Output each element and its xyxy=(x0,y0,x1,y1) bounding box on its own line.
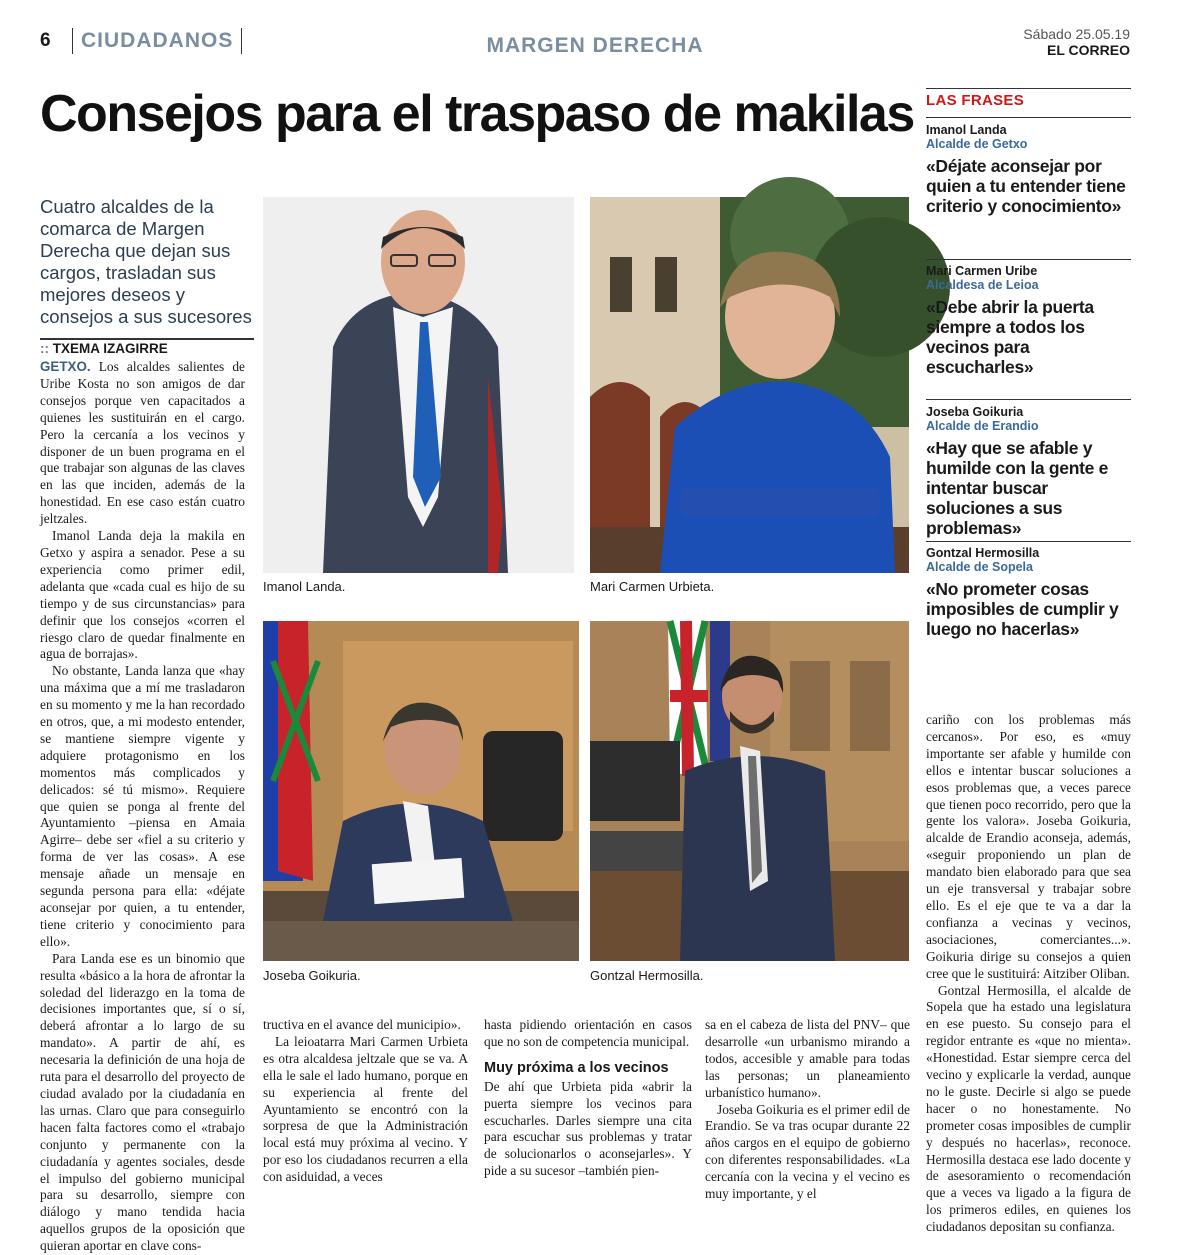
subheadline: Cuatro alcaldes de la comarca de Margen Derecha que dejan sus cargos, trasladan sus mejores deseos y consejos a sus sucesores xyxy=(40,196,252,327)
article-column-2 xyxy=(263,1017,468,1193)
quote-name: Joseba Goikuria xyxy=(926,405,1024,419)
col1-paragraph-3: No obstante, Landa lanza que «hay una máxima que a mí me trasladaron en su momento y me la han recordado en otros, que, a mi modesto entender, se mantiene siempre vigente y adquiere protagonismo en los momentos más complicados y delicados: sé tú mismo». Requiere que quien se ponga al frente del Ayuntamiento –piensa en Amaia Agirre– debe ser «fiel a su criterio y forma de ver las cosas». A ese mensaje añade un mensaje en segunda persona para ella: «déjate aconsejar por quien, a tu entender, tiene criterio y conocimiento para ello». xyxy=(40,663,245,949)
article-column-1 xyxy=(40,359,245,1254)
quote-block-4 xyxy=(926,546,1131,639)
dateline: GETXO. xyxy=(40,359,91,374)
article-column-3 xyxy=(484,1017,692,1193)
col5-paragraph-1: cariño con los problemas más cercanos». Por eso, es «muy importante ser afable y humilde con ellos e intentar buscar soluciones a esos problemas que, a veces parece que tienen poco recorrido, pero que la gente los valora». Joseba Goikuria, alcalde de Erandio aconseja, además, «seguir proponiendo un plan de mandato bien elaborado para que sea un eje transversal y trabajar sobre ello. Es el eje que te va a dar la confianza a vecinas y vecinos, asociaciones, comerciantes...». Goikuria dirige su consejos a quien cree que le sustituirá: Aitziber Oliban. xyxy=(926,712,1131,981)
frases-divider xyxy=(926,541,1131,542)
col2-paragraph-2: La leioatarra Mari Carmen Urbieta es otra alcaldesa jeltzale que se va. A ella le sale el lado humano, porque en su experiencia al frente del Ayuntamiento se encontró con la sorpresa de que la Administración local está muy próxima al vecino. Y por eso los ciudadanos recurren a ella con asiduidad, a veces xyxy=(263,1033,468,1185)
frases-title: LAS FRASES xyxy=(926,92,1025,109)
section-label: CIUDADANOS xyxy=(72,28,242,54)
col3-paragraph-1: hasta pidiendo orientación en casos que no son de competencia municipal. xyxy=(484,1017,692,1049)
col1-paragraph-2: Imanol Landa deja la makila en Getxo y aspira a senador. Pese a su experiencia como primer edil, adelanta que «cada cual es hijo de su tiempo y de sus circunstancias» para definir que los consejos «corren el riesgo claro de quedar finalmente en agua de borrajas». xyxy=(40,528,245,662)
col2-paragraph-1: tructiva en el avance del municipio». xyxy=(263,1017,461,1032)
subsection-label: MARGEN DERECHA xyxy=(486,34,704,57)
quote-name: Imanol Landa xyxy=(926,123,1007,137)
col4-paragraph-1: sa en el cabeza de lista del PNV– que desarrolle «un urbanismo mirando a todos, accesible y amable para todas las personas; un planeamiento urbanístico humano». xyxy=(705,1017,910,1100)
byline-marker: :: xyxy=(40,341,49,356)
article-column-4 xyxy=(705,1017,910,1202)
issue-date: Sábado 25.05.19 xyxy=(1023,26,1130,42)
photo-imanol-landa xyxy=(263,197,574,573)
quote-block-3 xyxy=(926,405,1131,538)
quote-block-2 xyxy=(926,264,1131,377)
caption-mari-carmen-urbieta: Mari Carmen Urbieta. xyxy=(590,579,715,594)
frases-divider xyxy=(926,259,1131,260)
article-column-5 xyxy=(926,712,1131,1235)
quote-name: Mari Carmen Uribe xyxy=(926,264,1038,278)
frases-divider xyxy=(926,399,1131,400)
byline-author: TXEMA IZAGIRRE xyxy=(52,341,168,356)
quote-text: «Hay que se afable y humilde con la gente e intentar buscar soluciones a sus problemas» xyxy=(926,438,1109,538)
frases-top-rule xyxy=(926,88,1131,89)
col3-subtitle: Muy próxima a los vecinos xyxy=(484,1059,669,1076)
page-number: 6 xyxy=(40,30,51,51)
col1-paragraph-1: Los alcaldes salientes de Uribe Kosta no son amigos de dar consejos porque ven capacitados a quienes les sustituirán en el cargo. Pero la cercanía a los vecinos y disponer de un buen programa en el que trabajar son algunas de las claves en las que inciden, además de la honestidad. En ese caso están cuatro jeltzales. xyxy=(40,359,245,527)
quote-role: Alcalde de Erandio xyxy=(926,419,1039,433)
quote-block-1 xyxy=(926,123,1131,216)
photo-joseba-goikuria xyxy=(263,621,579,961)
quote-role: Alcalde de Sopela xyxy=(926,560,1033,574)
col3-paragraph-2: De ahí que Urbieta pida «abrir la puerta siempre los vecinos para escucharles. Darles siempre una cita para escuchar sus problemas y tratar de solucionarlos o aconsejarles». Y pide a su sucesor –también pien- xyxy=(484,1078,692,1179)
caption-imanol-landa: Imanol Landa. xyxy=(263,579,346,594)
col5-paragraph-2: Gontzal Hermosilla, el alcalde de Sopela que ha estado una legislatura en ese puesto. Su consejo para el regidor entrante es «que no mienta». «Honestidad. Estar siempre cerca del vecino y explicarle la verdad, aunque no le guste. Decirle si algo se puede hacer o no honestamente. No prometer cosas imposibles de cumplir y después no hacerlas», reconoce. Hermosilla destaca ese lado docente y de asesoramiento o recomendación que a veces va ligado a la figura de los primeros ediles, en quienes los ciudadanos depositan su confianza. xyxy=(926,982,1131,1235)
caption-gontzal-hermosilla: Gontzal Hermosilla. xyxy=(590,968,704,983)
col4-paragraph-2: Joseba Goikuria es el primer edil de Erandio. Se va tras ocupar durante 22 años cargos en el equipo de gobierno con diferentes responsabilidades. «La cercanía con la vecina y el vecino es muy importante, y el xyxy=(705,1101,910,1202)
headline: Consejos para el traspaso de makilas xyxy=(40,85,914,143)
quote-name: Gontzal Hermosilla xyxy=(926,546,1040,560)
col1-paragraph-4: Para Landa ese es un binomio que resulta «básico a la hora de afrontar la soledad del liderazgo en la toma de decisiones importantes que, sí o sí, deberá afrontar a lo largo de su mandato». A partir de ahí, es necesaria la definición de una hoja de ruta para el desarrollo del proyecto de ciudad avalado por la ciudadanía en las urnas. Claro que para conseguirlo hacen falta factores como el «trabajo conjunto y permanente con la ciudadanía y agentes sociales, desde el impulso del gobierno municipal para su desarrollo, siempre con diálogo y mano tendida hacia aquellos grupos de la oposición que quieran aportar en clave cons- xyxy=(40,950,245,1254)
byline xyxy=(40,338,254,356)
quote-text: «No prometer cosas imposibles de cumplir y luego no hacerlas» xyxy=(926,579,1119,639)
quote-text: «Déjate aconsejar por quien a tu entender tiene criterio y conocimiento» xyxy=(926,156,1126,216)
caption-joseba-goikuria: Joseba Goikuria. xyxy=(263,968,361,983)
quote-role: Alcaldesa de Leioa xyxy=(926,278,1039,292)
frases-title-rule xyxy=(926,117,1131,118)
quote-role: Alcalde de Getxo xyxy=(926,137,1028,151)
photo-gontzal-hermosilla xyxy=(590,621,909,961)
quote-text: «Debe abrir la puerta siempre a todos los vecinos para escucharles» xyxy=(926,297,1094,377)
newspaper-name: EL CORREO xyxy=(1047,42,1130,58)
photo-mari-carmen-urbieta xyxy=(590,197,909,573)
